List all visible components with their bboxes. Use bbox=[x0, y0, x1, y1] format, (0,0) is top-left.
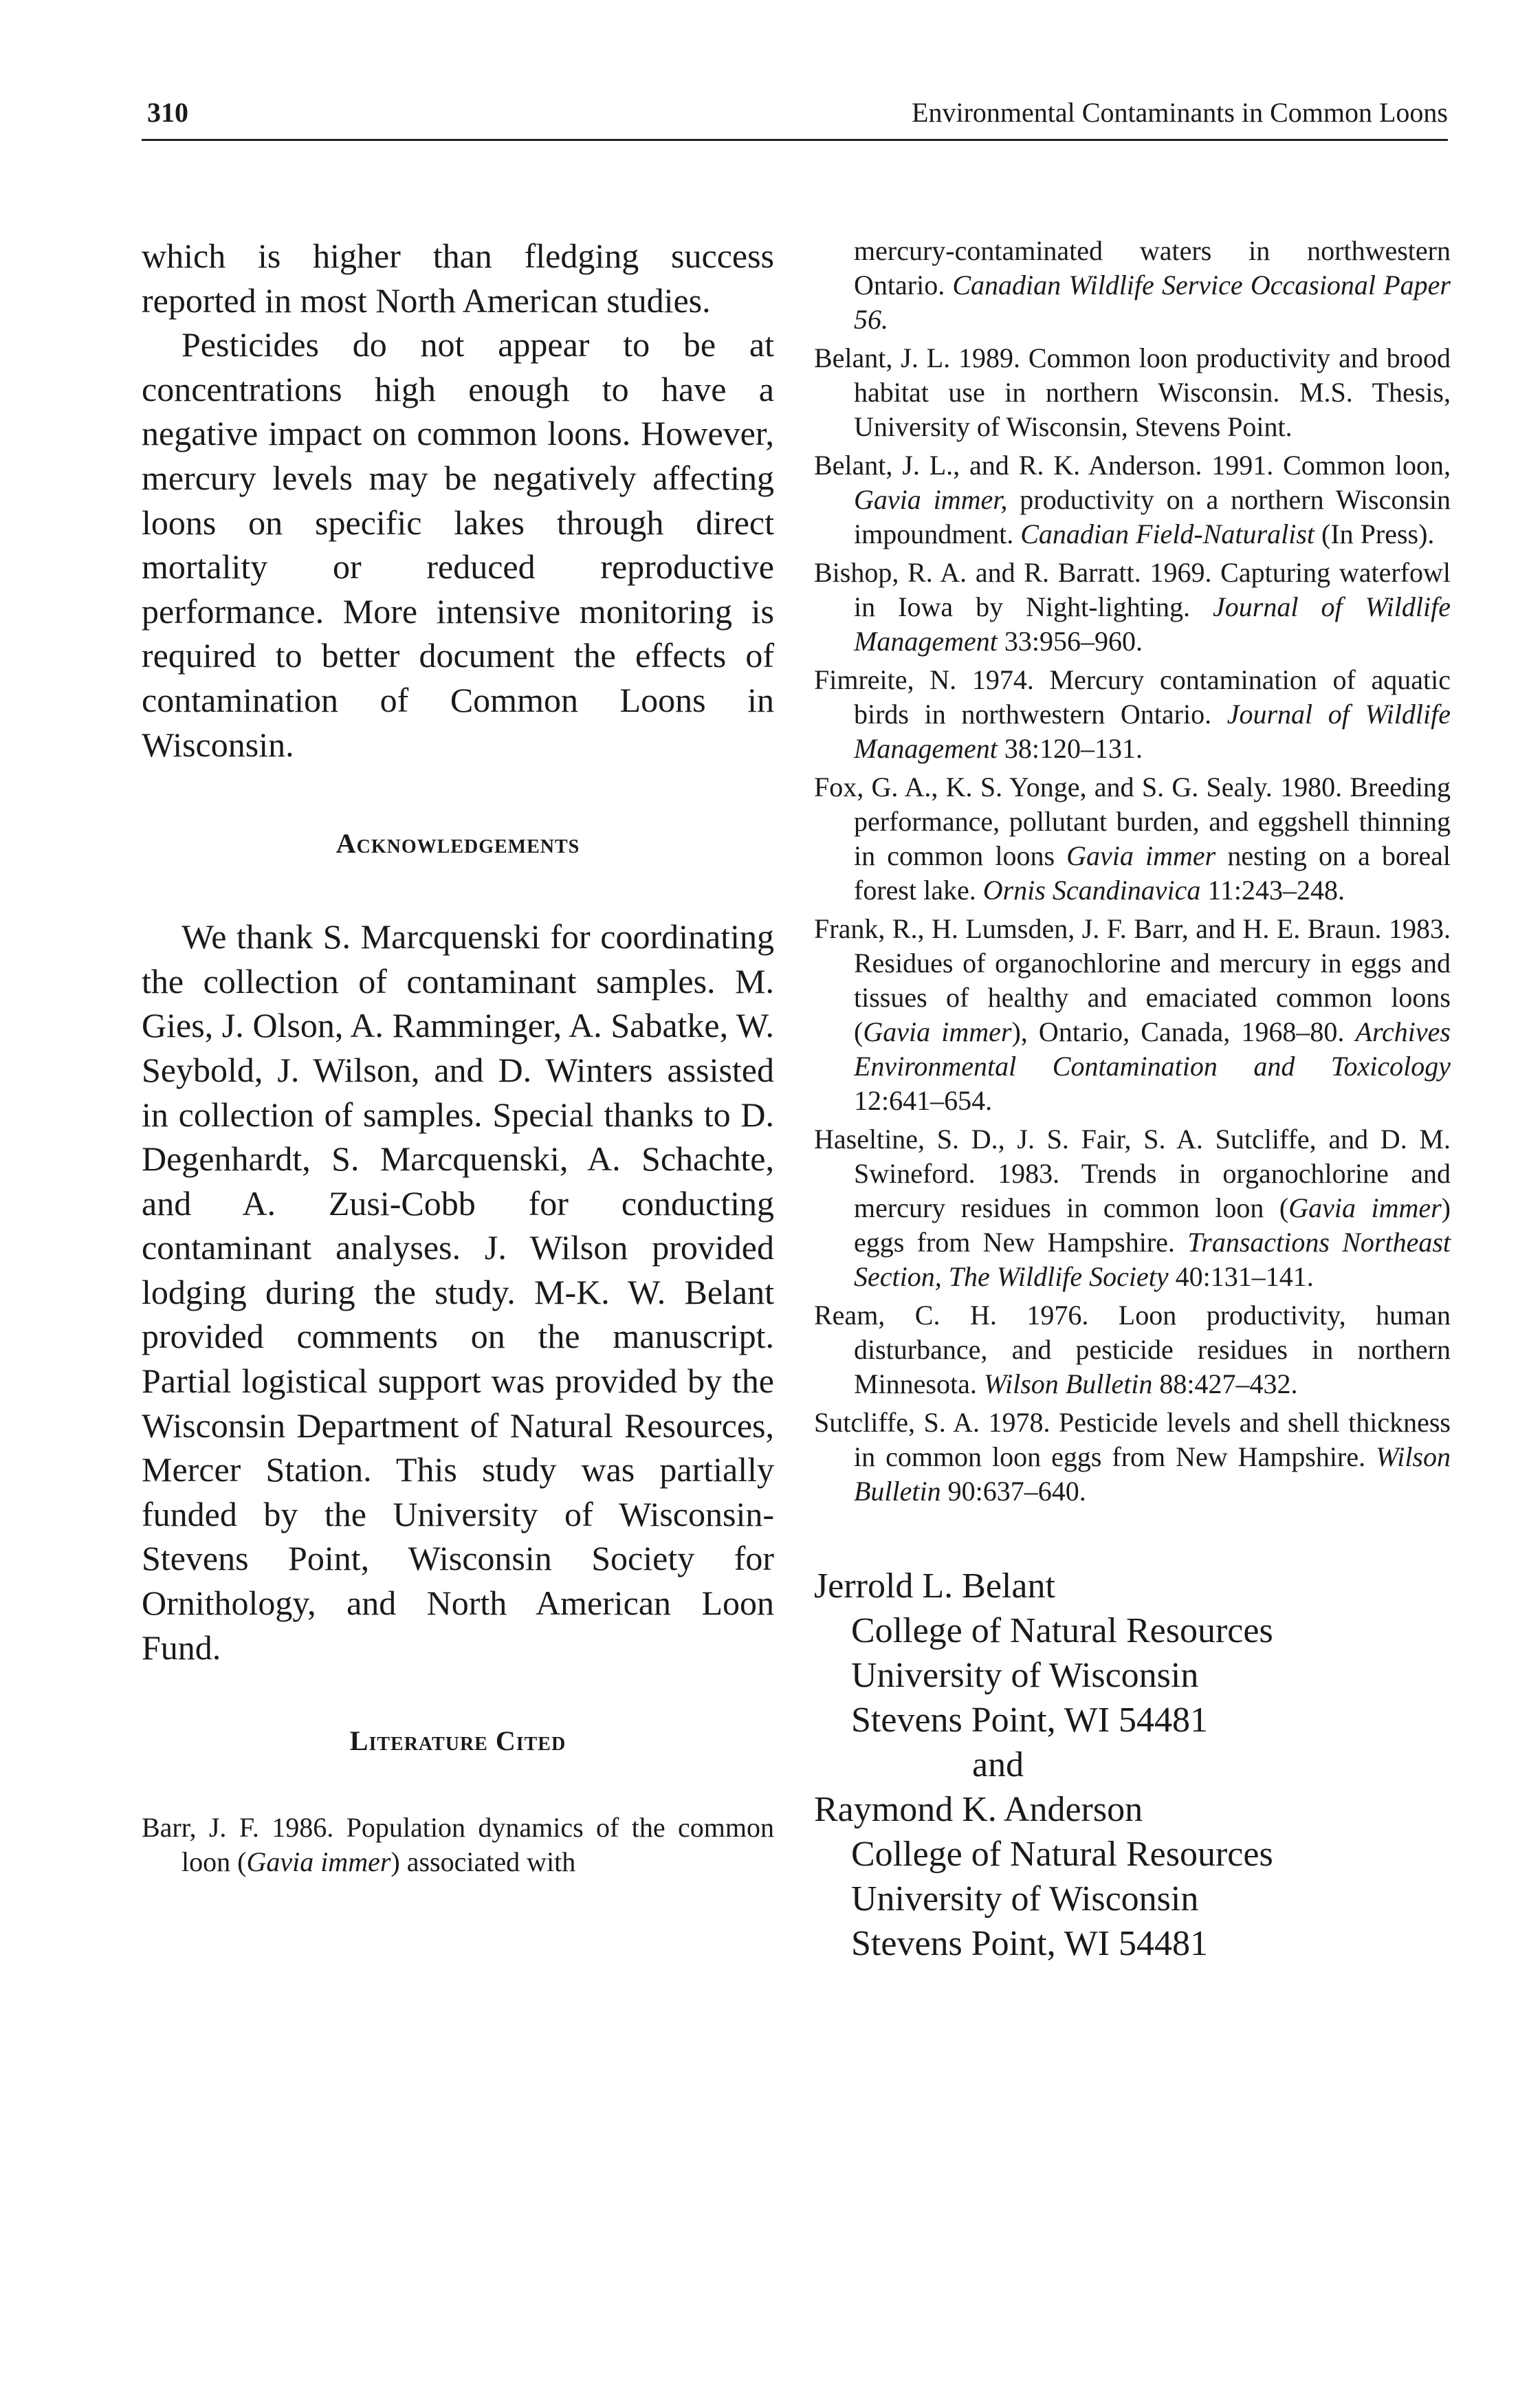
ref-text: 33:956–960. bbox=[997, 626, 1143, 657]
author-conjunction: and bbox=[972, 1745, 1024, 1784]
ref-text: 38:120–131. bbox=[997, 733, 1143, 764]
author-block bbox=[814, 1564, 1451, 1966]
ref-text: (In Press). bbox=[1314, 518, 1435, 549]
reference-barr-continued bbox=[814, 234, 1451, 337]
ref-text: Frank, R., H. Lumsden, J. F. Barr, and H. E. Braun. 1983. Residues of organochlorine and mercury in eggs and tissues of healthy and emaciated common loons ( bbox=[814, 913, 1451, 1047]
ref-journal: Canadian Field-Naturalist bbox=[1020, 518, 1315, 549]
body-paragraph-1: which is higher than fledging success reported in most North American studies. bbox=[142, 237, 774, 320]
reference-fox bbox=[814, 770, 1451, 908]
ref-journal: Transactions Northeast Section, The Wildlife Society bbox=[854, 1227, 1451, 1292]
ref-text: Fox, G. A., K. S. Yonge, and S. G. Sealy. 1980. Breeding performance, pollutant burden, and eggshell thinning in common loons bbox=[814, 772, 1451, 871]
ref-text: mercury-contaminated waters in northwestern Ontario. bbox=[854, 235, 1451, 301]
acknowledgements-text: We thank S. Marcquenski for coordinating the collection of contaminant samples. M. Gies, J. Olson, A. Ramminger, A. Sabatke, W. Seybold, J. Wilson, and D. Winters assisted in collection of samples. Special thanks to D. Degenhardt, S. Marcquenski, A. Schachte, and A. Zusi-Cobb for conducting contaminant analyses. J. Wilson provided lodging during the study. M-K. W. Belant provided comments on the manuscript. Partial logistical support was provided by the Wisconsin Department of Natural Resources, Mercer Station. This study was partially funded by the University of Wisconsin-Stevens Point, Wisconsin Society for Ornithology, and North American Loon Fund. bbox=[142, 917, 774, 1667]
reference-ream bbox=[814, 1298, 1451, 1401]
ref-text: 40:131–141. bbox=[1168, 1261, 1314, 1292]
ref-journal: Canadian Wildlife Service Occasional Paper 56. bbox=[854, 270, 1451, 335]
ref-journal: Wilson Bulletin bbox=[983, 1368, 1153, 1399]
ref-journal: Journal of Wildlife Management bbox=[854, 699, 1451, 764]
reference-belant-1991 bbox=[814, 448, 1451, 551]
literature-cited-heading: Literature Cited bbox=[349, 1725, 566, 1757]
body-paragraph-2: Pesticides do not appear to be at concentrations high enough to have a negative impact on common loons. However, mercury levels may be negatively affecting loons on specific lakes through direct mortality or reduced reproductive performance. More intensive monitoring is required to better document the effects of contamination of Common Loons in Wisconsin. bbox=[142, 325, 774, 764]
running-title: Environmental Contaminants in Common Loons bbox=[912, 97, 1448, 128]
ref-text: 12:641–654. bbox=[854, 1085, 993, 1116]
ref-text: nesting on a boreal forest lake. bbox=[854, 840, 1451, 906]
ref-text: 11:243–248. bbox=[1200, 875, 1345, 906]
reference-belant-1989 bbox=[814, 341, 1451, 444]
ref-text: Haseltine, S. D., J. S. Fair, S. A. Sutcliffe, and D. M. Swineford. 1983. Trends in organochlorine and mercury residues in common loon ( bbox=[814, 1124, 1451, 1223]
ref-text: Ream, C. H. 1976. Loon productivity, human disturbance, and pesticide residues in northern Minnesota. bbox=[814, 1300, 1451, 1399]
ref-text: Barr, J. F. 1986. Population dynamics of the common loon ( bbox=[142, 1812, 774, 1878]
author-affiliation: College of Natural Resources bbox=[851, 1835, 1273, 1874]
reference-haseltine bbox=[814, 1122, 1451, 1294]
reference-bishop bbox=[814, 556, 1451, 659]
ref-text: productivity on a northern Wisconsin impoundment. bbox=[854, 484, 1451, 549]
author-affiliation: Stevens Point, WI 54481 bbox=[851, 1924, 1209, 1963]
ref-journal: Archives Environmental Contamination and Toxicology bbox=[854, 1016, 1451, 1082]
ref-text: 88:427–432. bbox=[1152, 1368, 1298, 1399]
author-affiliation: University of Wisconsin bbox=[851, 1879, 1199, 1919]
ref-text: Sutcliffe, S. A. 1978. Pesticide levels and shell thickness in common loon eggs from New Hampshire. bbox=[814, 1407, 1451, 1472]
ref-text: 90:637–640. bbox=[940, 1476, 1086, 1507]
ref-species: Gavia immer bbox=[1288, 1192, 1442, 1223]
ref-journal: Ornis Scandinavica bbox=[982, 875, 1201, 906]
ref-species: Gavia immer bbox=[246, 1846, 391, 1878]
author-affiliation: College of Natural Resources bbox=[851, 1611, 1273, 1650]
author-affiliation: Stevens Point, WI 54481 bbox=[851, 1701, 1209, 1740]
right-column bbox=[814, 234, 1451, 1966]
reference-barr bbox=[142, 1811, 774, 1879]
ref-species: Gavia immer bbox=[863, 1016, 1012, 1047]
page-number: 310 bbox=[147, 97, 188, 128]
acknowledgements-heading: Acknowledgements bbox=[336, 828, 580, 860]
ref-text: Fimreite, N. 1974. Mercury contamination of aquatic birds in northwestern Ontario. bbox=[814, 664, 1451, 730]
left-column bbox=[142, 234, 774, 1883]
author-name: Jerrold L. Belant bbox=[814, 1566, 1055, 1606]
ref-text: Bishop, R. A. and R. Barratt. 1969. Capturing waterfowl in Iowa by Night-lighting. bbox=[814, 557, 1451, 622]
ref-journal: Wilson Bulletin bbox=[854, 1441, 1451, 1507]
ref-text: Belant, J. L., and R. K. Anderson. 1991. Common loon, bbox=[814, 450, 1451, 481]
reference-sutcliffe bbox=[814, 1406, 1451, 1509]
ref-journal: Journal of Wildlife Management bbox=[854, 591, 1451, 657]
reference-fimreite bbox=[814, 663, 1451, 766]
ref-species: Gavia immer, bbox=[854, 484, 1008, 515]
ref-text: ) eggs from New Hampshire. bbox=[854, 1192, 1451, 1258]
ref-species: Gavia immer bbox=[1066, 840, 1216, 871]
author-affiliation: University of Wisconsin bbox=[851, 1656, 1199, 1695]
author-name: Raymond K. Anderson bbox=[814, 1790, 1143, 1829]
ref-text: Belant, J. L. 1989. Common loon productivity and brood habitat use in northern Wisconsin. M.S. Thesis, University of Wisconsin, Stevens Point. bbox=[814, 342, 1451, 442]
ref-text: ), Ontario, Canada, 1968–80. bbox=[1011, 1016, 1356, 1047]
running-header bbox=[142, 96, 1448, 141]
ref-text: ) associated with bbox=[390, 1846, 576, 1878]
reference-frank bbox=[814, 912, 1451, 1118]
